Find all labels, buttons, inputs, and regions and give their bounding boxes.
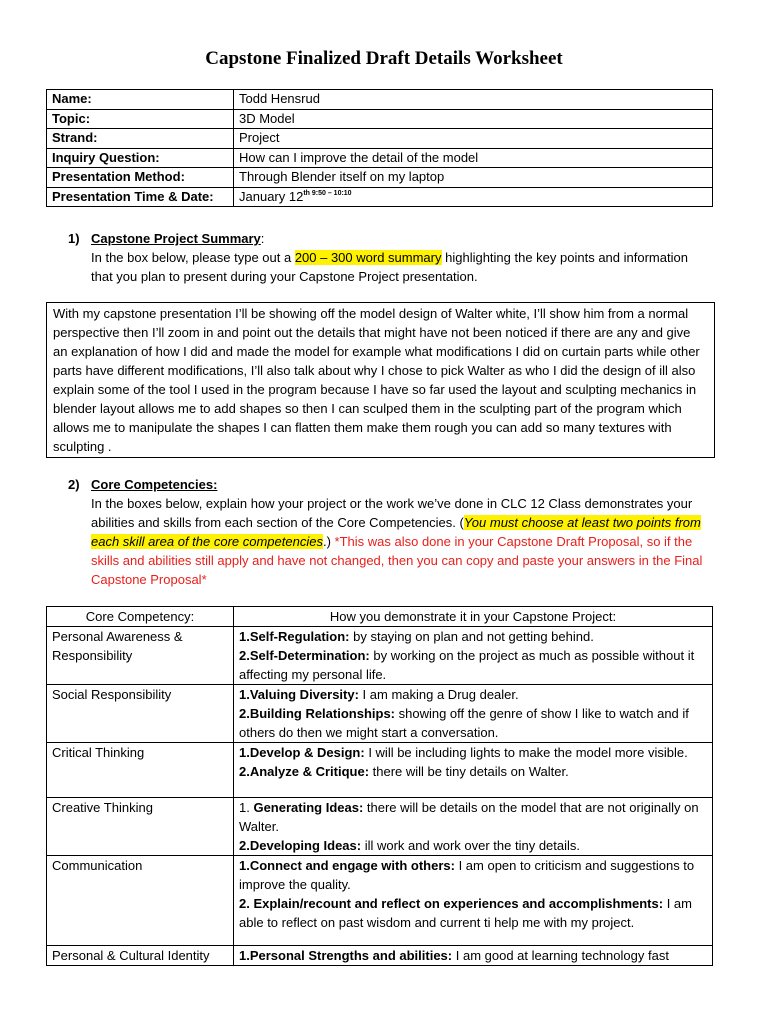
topic-label: Topic:: [47, 109, 234, 129]
cc-header-row: [47, 607, 713, 627]
answer-point-text: by staying on plan and not getting behind.: [349, 629, 594, 644]
name-value: Todd Hensrud: [234, 90, 713, 110]
answer-point-text: I am open to criticism and suggestions to improve the quality.: [239, 858, 695, 892]
info-row-time: [47, 187, 713, 207]
section-2-heading: Core Competencies:: [91, 477, 218, 492]
section-1: [68, 229, 708, 286]
answer-point-text: I am able to reflect on past wisdom and current ti help me with my project.: [239, 896, 692, 930]
name-label: Name:: [47, 90, 234, 110]
section-1-number: 1): [68, 231, 80, 246]
answer-point-text: there will be details on the model that are not originally on Walter.: [239, 800, 699, 834]
competency-answer: [234, 685, 713, 743]
cc-row: [47, 798, 713, 856]
method-value: Through Blender itself on my laptop: [234, 168, 713, 188]
answer-point-label: 1.Self-Regulation:: [239, 629, 350, 644]
competency-name: Personal & Cultural Identity: [47, 946, 234, 966]
cc-row: [47, 946, 713, 966]
answer-point-text: ill work and work over the tiny details.: [361, 838, 581, 853]
competency-answer: [234, 743, 713, 798]
answer-point-text: I am good at learning technology fast: [452, 948, 669, 963]
section-1-body: [91, 229, 708, 286]
competency-name: Social Responsibility: [47, 685, 234, 743]
competency-answer: [234, 946, 713, 966]
strand-label: Strand:: [47, 129, 234, 149]
answer-point-text: showing off the genre of show I like to watch and if others do then we might start a conversation.: [239, 706, 689, 740]
word-count-highlight: 200 – 300 word summary: [294, 250, 442, 265]
answer-point-label: Generating Ideas:: [253, 800, 364, 815]
answer-point-label: 2.Analyze & Critique:: [239, 764, 370, 779]
answer-point-text: I will be including lights to make the model more visible.: [364, 745, 688, 760]
core-competencies-table: [46, 606, 713, 966]
cc-header-competency: Core Competency:: [47, 607, 234, 627]
reuse-note: *This was also done in your Capstone Draft Proposal, so if the skills and abilities still apply and have not changed, then you can copy and paste your answers in the Final Capstone Proposal*: [91, 534, 703, 587]
section-2-number: 2): [68, 477, 80, 492]
section-1-colon: :: [260, 231, 265, 246]
inquiry-label: Inquiry Question:: [47, 148, 234, 168]
section-1-heading-line: [91, 229, 708, 248]
answer-point-prefix: 1.: [239, 800, 254, 815]
section-1-heading: Capstone Project Summary: [91, 231, 261, 246]
competency-name: Communication: [47, 856, 234, 946]
answer-point-label: 1.Personal Strengths and abilities:: [239, 948, 453, 963]
competency-name: Creative Thinking: [47, 798, 234, 856]
cc-header-demonstration: How you demonstrate it in your Capstone Project:: [234, 607, 713, 627]
answer-point-label: 2.Self-Determination:: [239, 648, 370, 663]
section-2-text-b: .): [322, 534, 335, 549]
answer-point-label: 1.Connect and engage with others:: [239, 858, 455, 873]
time-value: January 12: [239, 188, 304, 204]
section-2-text-a: In the boxes below, explain how your project or the work we’ve done in CLC 12 Class demonstrates your abilities and skills from each section of the Core Competencies. (: [91, 496, 693, 530]
answer-point-label: 2.Building Relationships:: [239, 706, 396, 721]
competency-answer: [234, 856, 713, 946]
cc-row: [47, 856, 713, 946]
inquiry-value: How can I improve the detail of the model: [234, 148, 713, 168]
section-1-text-b: highlighting the key points and information that you plan to present during your Capstone Project presentation.: [91, 250, 688, 284]
info-row-name: [47, 90, 713, 110]
answer-point-text: I am making a Drug dealer.: [358, 687, 519, 702]
cc-row: [47, 743, 713, 798]
answer-point-label: 1.Develop & Design:: [239, 745, 365, 760]
section-2-body: [91, 475, 708, 589]
section-2-instructions: [91, 494, 708, 589]
info-row-method: [47, 168, 713, 188]
info-row-strand: [47, 129, 713, 149]
strand-value: Project: [234, 129, 713, 149]
time-label: Presentation Time & Date:: [47, 187, 234, 207]
section-1-text-a: In the box below, please type out a: [91, 250, 295, 265]
topic-value: 3D Model: [234, 109, 713, 129]
answer-point-label: 2.Developing Ideas:: [239, 838, 362, 853]
competency-answer: [234, 798, 713, 856]
cc-row: [47, 685, 713, 743]
competency-answer: [234, 627, 713, 685]
requirement-highlight: You must choose at least two points from each skill area of the core competencies: [91, 515, 701, 549]
section-2: [68, 475, 708, 589]
method-label: Presentation Method:: [47, 168, 234, 188]
cc-row: [47, 627, 713, 685]
answer-point-label: 1.Valuing Diversity:: [239, 687, 359, 702]
answer-point-label: 2. Explain/recount and reflect on experiences and accomplishments:: [239, 896, 664, 911]
time-superscript: th 9:50 – 10:10: [303, 189, 352, 197]
time-value-cell: [234, 187, 713, 207]
page-title: Capstone Finalized Draft Details Worksheet: [205, 48, 563, 69]
answer-point-text: by working on the project as much as possible without it affecting my personal life.: [239, 648, 695, 682]
info-row-topic: [47, 109, 713, 129]
section-1-instructions: [91, 248, 708, 286]
section-2-heading-line: [91, 475, 708, 494]
answer-point-text: there will be tiny details on Walter.: [369, 764, 569, 779]
student-info-table: [46, 89, 713, 207]
competency-name: Personal Awareness & Responsibility: [47, 627, 234, 685]
summary-box: With my capstone presentation I’ll be showing off the model design of Walter white, I’ll show him from a normal perspective then I’ll zoom in and point out the details that might have not been noticed if there are any and give an explanation of how I did and made the model for example what modifications I did on curtain parts while other parts have different modifications, I’ll also talk about why I chose to pick Walter as who I did the design of ill also explain some of the tool I used in the program because I have so far used the layout and sculpting mechanics in blender layout allows me to add shapes so then I can sculped them in the sculpting part of the program which allows me to manipulate the shapes I can flatten them make them rough you can add so many textures with sculpting .: [46, 302, 715, 458]
competency-name: Critical Thinking: [47, 743, 234, 798]
info-row-inquiry: [47, 148, 713, 168]
